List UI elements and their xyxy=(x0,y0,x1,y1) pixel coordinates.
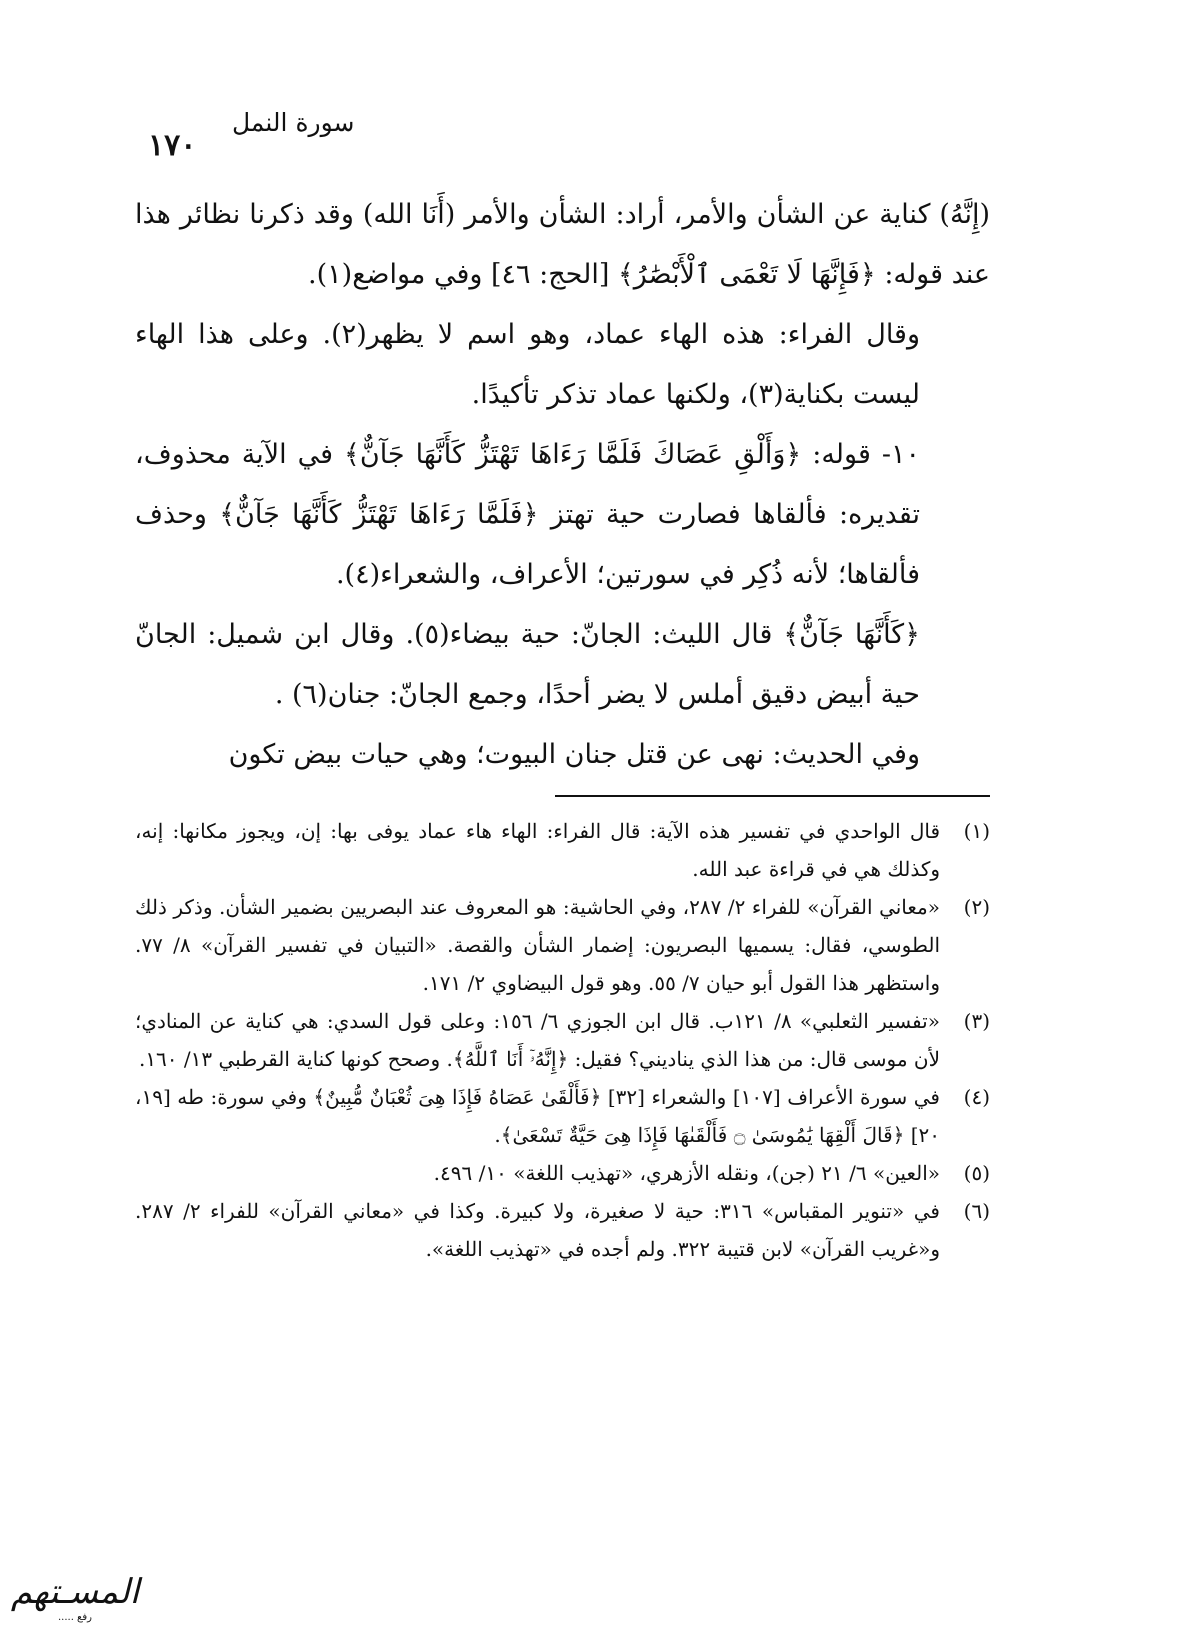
main-text xyxy=(135,185,990,785)
surah-title: سورة النمل xyxy=(232,108,355,137)
footnote xyxy=(135,1002,990,1078)
footnote xyxy=(135,888,990,1002)
footnote-text: في سورة الأعراف [١٠٧] والشعراء [٣٢] ﴿فَأَلْقَىٰ عَصَاهُ فَإِذَا هِىَ ثُعْبَانٌ مُّبِينٌ﴾ وفي سورة: طه [١٩، ٢٠] ﴿قَالَ أَلْقِهَا يَٰمُوسَىٰ ۝ فَأَلْقَىٰهَا فَإِذَا هِىَ حَيَّةٌ تَسْعَىٰ﴾. xyxy=(135,1085,940,1147)
footnote-number: (٤) xyxy=(963,1085,990,1109)
stamp-sub-text: رفع ..... xyxy=(57,1612,92,1623)
library-stamp-logo xyxy=(5,1572,145,1632)
paragraph: وفي الحديث: نهى عن قتل جنان البيوت؛ وهي حيات بيض تكون xyxy=(228,739,920,770)
paragraph: ١٠- قوله: ﴿وَأَلْقِ عَصَاكَ فَلَمَّا رَءَاهَا تَهْتَزُّ كَأَنَّهَا جَآنٌّ﴾ في الآية محذوف، تقديره: فألقاها فصارت حية تهتز ﴿فَلَمَّا رَءَاهَا تَهْتَزُّ كَأَنَّهَا جَآنٌّ﴾ وحذف فألقاها؛ لأنه ذُكِر في سورتين؛ الأعراف، والشعراء(٤). xyxy=(135,439,920,590)
footnote xyxy=(135,1078,990,1154)
page-number: ١٧٠ xyxy=(148,128,197,163)
footnote-number: (٢) xyxy=(963,895,990,919)
footnote-text: قال الواحدي في تفسير هذه الآية: قال الفراء: الهاء هاء عماد يوفى بها: إن، ويجوز مكانها: إنه، وكذلك هي في قراءة عبد الله. xyxy=(135,819,940,881)
stamp-main-text: المسـتهم xyxy=(10,1572,140,1612)
footnote-text: في «تنوير المقباس» ٣١٦: حية لا صغيرة، ولا كبيرة. وكذا في «معاني القرآن» للفراء ٢/ ٢٨٧. و«غريب القرآن» لابن قتيبة ٣٢٢. ولم أجده في «تهذيب اللغة». xyxy=(135,1199,940,1261)
footnote-text: «العين» ٦/ ٢١ (جن)، ونقله الأزهري، «تهذيب اللغة» ١٠/ ٤٩٦. xyxy=(433,1161,940,1185)
footnote-number: (٣) xyxy=(963,1009,990,1033)
footnote xyxy=(135,812,990,888)
footnotes xyxy=(135,812,990,1268)
footnote xyxy=(135,1154,990,1192)
paragraph: ﴿كَأَنَّهَا جَآنٌّ﴾ قال الليث: الجانّ: حية بيضاء(٥). وقال ابن شميل: الجانّ حية أبيض دقيق أملس لا يضر أحدًا، وجمع الجانّ: جنان(٦) . xyxy=(135,619,920,710)
footnote-text: «تفسير الثعلبي» ٨/ ١٢١ب. قال ابن الجوزي ٦/ ١٥٦: وعلى قول السدي: هي كناية عن المنادي؛ لأن موسى قال: من هذا الذي يناديني؟ فقيل: ﴿إِنَّهُۥٓ أَنَا ٱللَّهُ﴾. وصحح كونها كناية القرطبي ١٣/ ١٦٠. xyxy=(135,1009,940,1071)
footnote-number: (٦) xyxy=(963,1199,990,1223)
footnote-number: (١) xyxy=(963,819,990,843)
footnote-text: «معاني القرآن» للفراء ٢/ ٢٨٧، وفي الحاشية: هو المعروف عند البصريين بضمير الشأن. وذكر ذلك الطوسي، فقال: يسميها البصريون: إضمار الشأن والقصة. «التبيان في تفسير القرآن» ٨/ ٧٧. واستظهر هذا القول أبو حيان ٧/ ٥٥. وهو قول البيضاوي ٢/ ١٧١. xyxy=(135,895,940,995)
paragraph: وقال الفراء: هذه الهاء عماد، وهو اسم لا يظهر(٢). وعلى هذا الهاء ليست بكناية(٣)، ولكنها عماد تذكر تأكيدًا. xyxy=(135,319,921,410)
paragraph: (إِنَّهُ) كناية عن الشأن والأمر، أراد: الشأن والأمر (أَنَا الله) وقد ذكرنا نظائر هذا عند قوله: ﴿فَإِنَّهَا لَا تَعْمَى ٱلْأَبْصَٰرُ﴾ [الحج: ٤٦] وفي مواضع(١). xyxy=(135,199,990,290)
footnote xyxy=(135,1192,990,1268)
footnote-separator xyxy=(555,795,990,797)
footnote-number: (٥) xyxy=(963,1161,990,1185)
